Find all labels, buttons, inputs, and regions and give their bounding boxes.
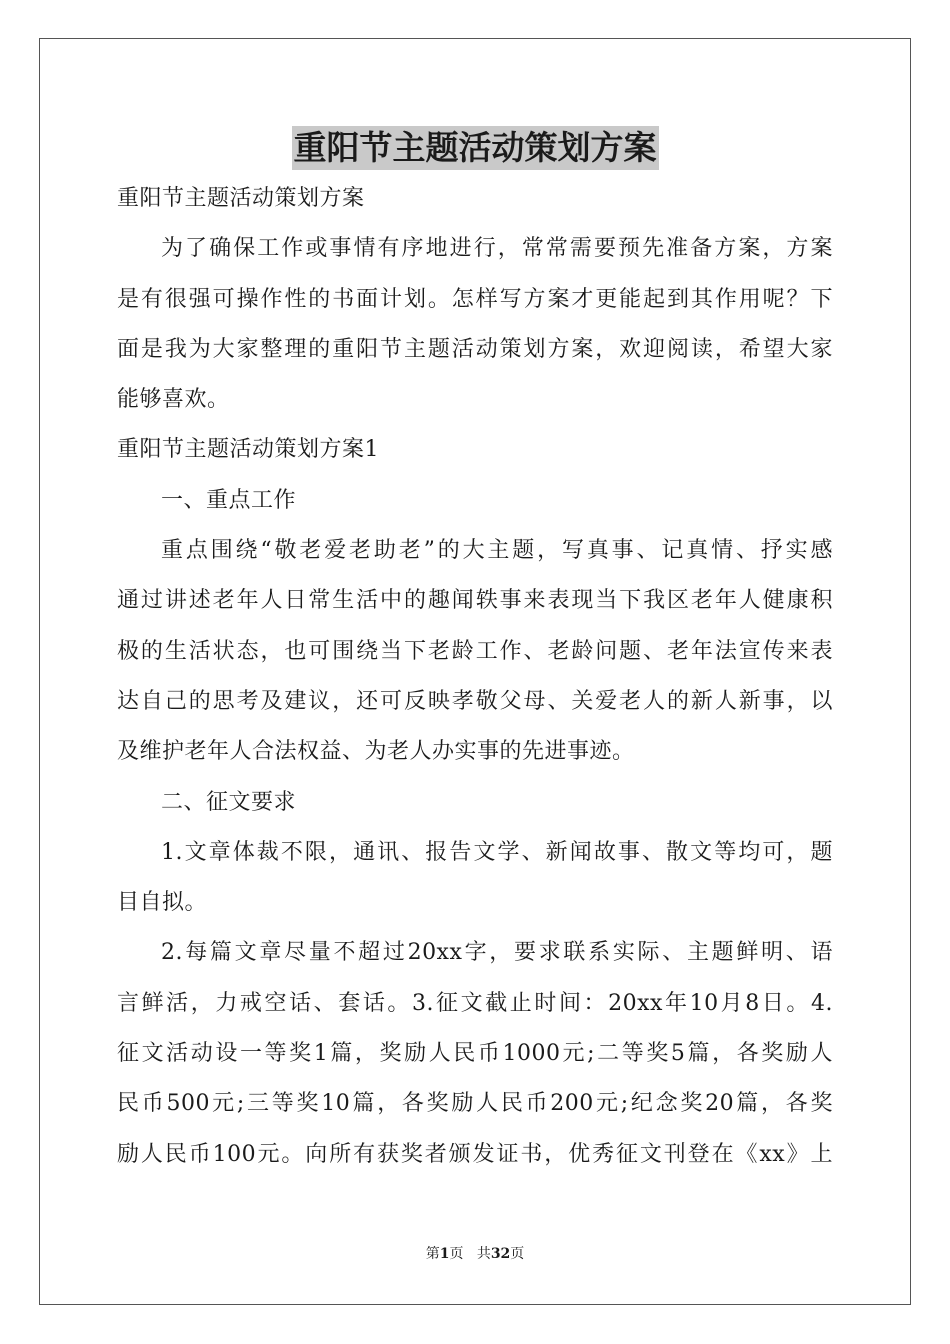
text-line: 征文活动设一等奖1篇，奖励人民币1000元;二等奖5篇，各奖励人 [117,1041,833,1067]
text-line: 达自己的思考及建议，还可反映孝敬父母、关爱老人的新人新事，以 [117,688,833,714]
text-line: 及维护老年人合法权益、为老人办实事的先进事迹。 [117,739,635,765]
page-label-suffix: 页 [449,1246,464,1262]
text-line: 1.文章体裁不限，通讯、报告文学、新闻故事、散文等均可，题 [161,839,833,865]
total-label-suffix: 页 [510,1246,525,1262]
document-title: 重阳节主题活动策划方案 [292,126,659,170]
text-line: 言鲜活，力戒空话、套话。3.征文截止时间：20xx年10月8日。4. [117,990,833,1016]
total-pages: 32 [490,1246,511,1262]
page-label-prefix: 第 [425,1246,440,1262]
text-line: 重点围绕“敬老爱老助老”的大主题，写真事、记真情、抒实感 [161,538,833,564]
text-line: 2.每篇文章尽量不超过20xx字，要求联系实际、主题鲜明、语 [161,940,833,966]
text-line: 重阳节主题活动策划方案1 [117,437,379,463]
text-line: 重阳节主题活动策划方案 [117,186,365,211]
title-container [0,126,950,170]
text-line: 极的生活状态，也可围绕当下老龄工作、老龄问题、老年法宣传来表 [117,638,833,664]
text-line: 民币500元;三等奖10篇，各奖励人民币200元;纪念奖20篇，各奖 [117,1091,833,1117]
text-line: 励人民币100元。向所有获奖者颁发证书，优秀征文刊登在《xx》上 [117,1141,833,1167]
page-footer [0,1244,950,1264]
total-label-prefix: 共 [476,1246,491,1262]
text-line: 一、重点工作 [161,487,297,513]
text-line: 二、征文要求 [161,789,297,815]
text-line: 能够喜欢。 [117,387,230,413]
document-body [117,174,833,1180]
page-number: 1 [439,1246,450,1262]
text-line: 为了确保工作或事情有序地进行，常常需要预先准备方案，方案 [161,236,833,262]
text-line: 面是我为大家整理的重阳节主题活动策划方案，欢迎阅读，希望大家 [117,336,833,362]
text-line: 是有很强可操作性的书面计划。怎样写方案才更能起到其作用呢？下 [117,286,833,312]
text-line: 通过讲述老年人日常生活中的趣闻轶事来表现当下我区老年人健康积 [117,588,833,614]
text-line: 目自拟。 [117,890,208,916]
